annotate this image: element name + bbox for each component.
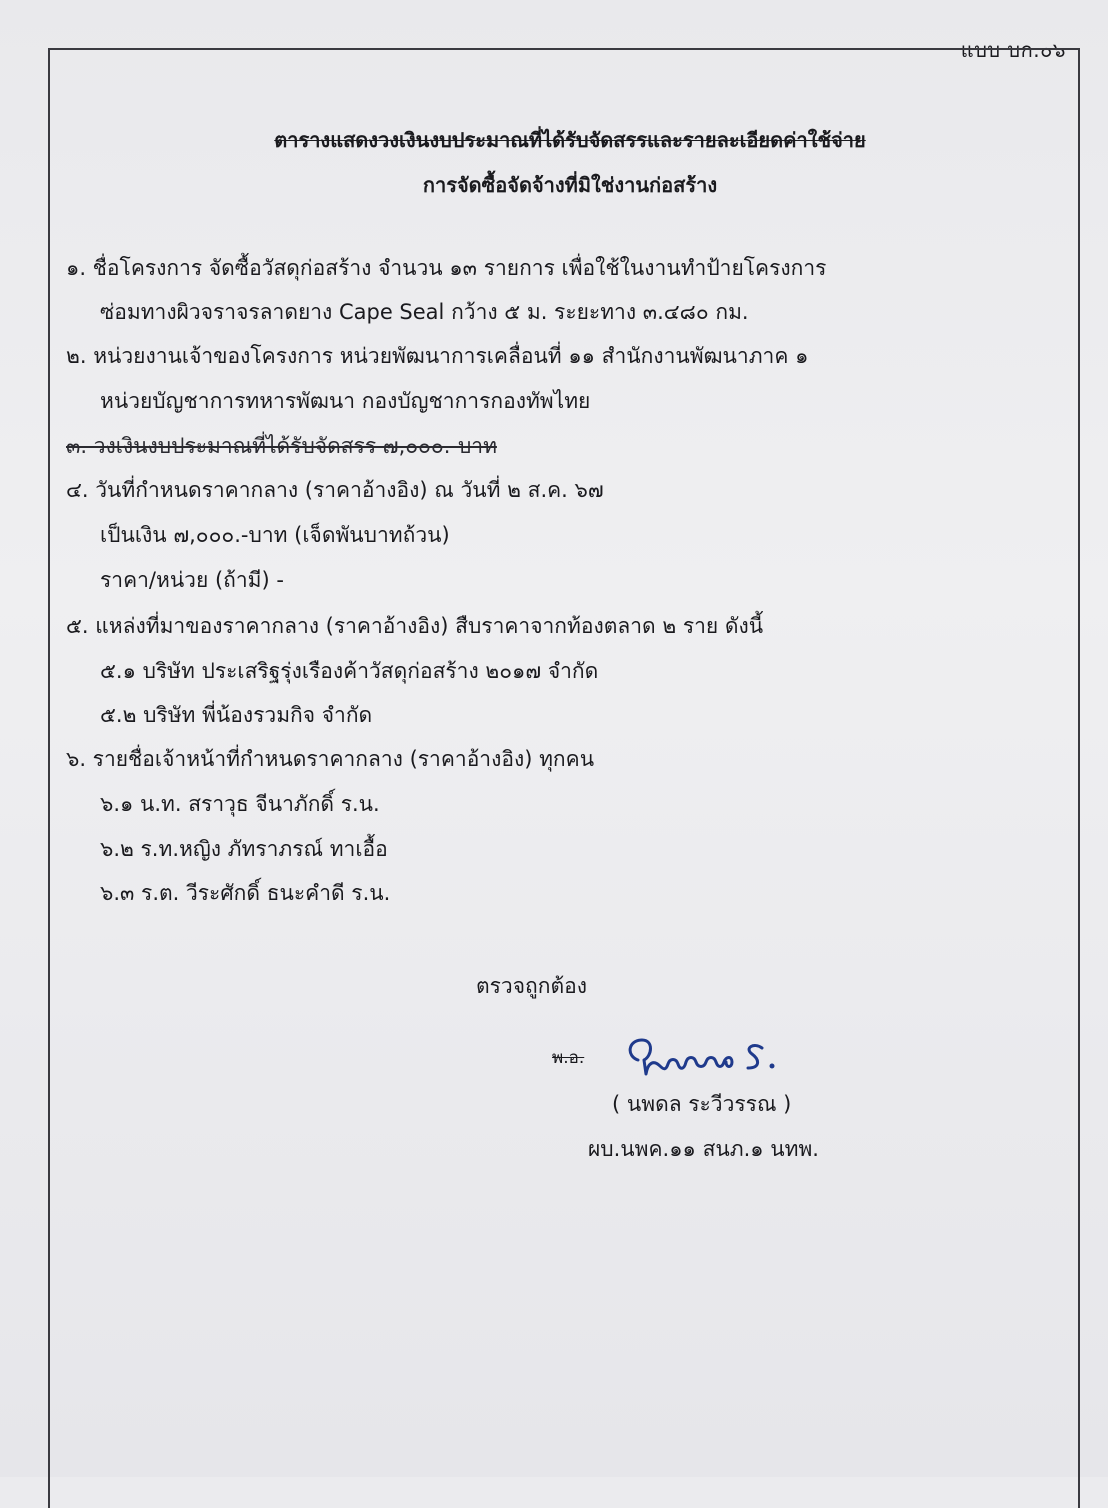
item-2-owner-command: หน่วยบัญชาการทหารพัฒนา กองบัญชาการกองทัพไทย	[100, 389, 591, 413]
item-5-price-source: ๕. แหล่งที่มาของราคากลาง (ราคาอ้างอิง) สืบราคาจากท้องตลาด ๒ ราย ดังนี้	[66, 614, 764, 638]
item-4-reference-date: ๔. วันที่กำหนดราคากลาง (ราคาอ้างอิง) ณ วันที่ ๒ ส.ค. ๖๗	[66, 478, 604, 502]
verified-label: ตรวจถูกต้อง	[476, 974, 587, 998]
document-title: ตารางแสดงวงเงินงบประมาณที่ได้รับจัดสรรและรายละเอียดค่าใช้จ่าย	[274, 128, 866, 152]
item-4-amount: เป็นเงิน ๗,๐๐๐.-บาท (เจ็ดพันบาทถ้วน)	[100, 523, 450, 547]
document-subtitle: การจัดซื้อจัดจ้างที่มิใช่งานก่อสร้าง	[422, 173, 718, 197]
item-6-officers: ๖. รายชื่อเจ้าหน้าที่กำหนดราคากลาง (ราคาอ้างอิง) ทุกคน	[66, 747, 595, 771]
signer-position: ผบ.นพค.๑๑ สนภ.๑ นทพ.	[588, 1137, 819, 1161]
item-2-owner-unit: ๒. หน่วยงานเจ้าของโครงการ หน่วยพัฒนาการเคลื่อนที่ ๑๑ สำนักงานพัฒนาภาค ๑	[66, 344, 809, 368]
item-6-2-officer: ๖.๒ ร.ท.หญิง ภัทราภรณ์ ทาเอื้อ	[100, 837, 388, 861]
form-code: แบบ บก.๐๖	[960, 38, 1066, 62]
item-5-1-vendor: ๕.๑ บริษัท ประเสริฐรุ่งเรืองค้าวัสดุก่อสร้าง ๒๐๑๗ จำกัด	[100, 659, 599, 683]
item-1-project-detail: ซ่อมทางผิวจราจรลาดยาง Cape Seal กว้าง ๕ ม. ระยะทาง ๓.๔๘๐ กม.	[100, 300, 749, 324]
item-5-2-vendor: ๕.๒ บริษัท พี่น้องรวมกิจ จำกัด	[100, 703, 373, 727]
signer-name: ( นพดล ระวีวรรณ )	[612, 1092, 792, 1116]
item-1-project-name: ๑. ชื่อโครงการ จัดซื้อวัสดุก่อสร้าง จำนวน ๑๓ รายการ เพื่อใช้ในงานทำป้ายโครงการ	[66, 256, 827, 280]
item-6-1-officer: ๖.๑ น.ท. สราวุธ จีนาภักดิ์ ร.น.	[100, 792, 380, 816]
item-6-3-officer: ๖.๓ ร.ต. วีระศักดิ์ ธนะคำดี ร.น.	[100, 881, 391, 905]
item-4-unit-price: ราคา/หน่วย (ถ้ามี) -	[100, 568, 284, 592]
handwritten-signature	[622, 1026, 792, 1082]
item-3-budget: ๓. วงเงินงบประมาณที่ได้รับจัดสรร ๗,๐๐๐.-บาท	[66, 434, 497, 458]
signer-rank: พ.อ.	[552, 1048, 585, 1068]
